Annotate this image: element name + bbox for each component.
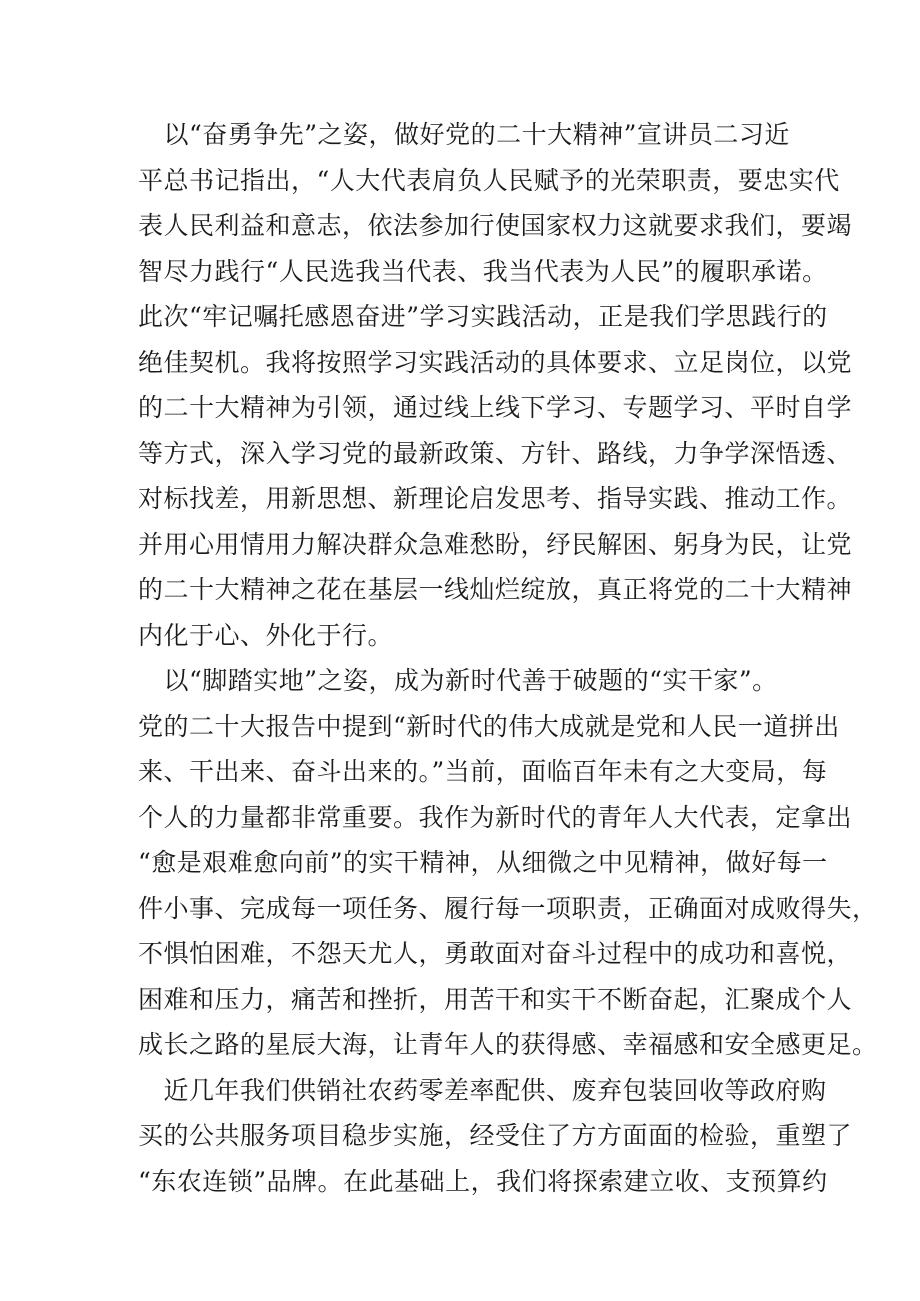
text-line: 并用心用情用力解决群众急难愁盼，纾民解困、躬身为民，让党 xyxy=(138,529,853,559)
text-line: 等方式，深入学习党的最新政策、方针、路线，力争学深悟透、 xyxy=(138,438,853,468)
text-line: 的二十大精神之花在基层一线灿烂绽放，真正将党的二十大精神 xyxy=(138,575,853,604)
text-line: 个人的力量都非常重要。我作为新时代的青年人大代表，定拿出 xyxy=(138,802,853,832)
text-line: “愈是艰难愈向前”的实干精神，从细微之中见精神，做好每一 xyxy=(138,848,828,877)
text-line: 智尽力践行“人民选我当代表、我当代表为人民”的履职承诺。 xyxy=(138,256,828,286)
text-line: “东农连锁”品牌。在此基础上，我们将探索建立收、支预算约 xyxy=(138,1166,828,1196)
text-line: 不惧怕困难，不怨天尤人，勇敢面对奋斗过程中的成功和喜悦， xyxy=(138,939,853,968)
text-line: 对标找差，用新思想、新理论启发思考、指导实践、推动工作。 xyxy=(138,484,853,513)
text-line: 以“奋勇争先”之姿，做好党的二十大精神”宣讲员二习近 xyxy=(138,120,790,149)
text-line: 表人民利益和意志，依法参加行使国家权力这就要求我们，要竭 xyxy=(138,211,853,240)
text-line: 来、干出来、奋斗出来的。”当前，面临百年未有之大变局，每 xyxy=(138,757,828,786)
text-line: 党的二十大报告中提到“新时代的伟大成就是党和人民一道拼出 xyxy=(138,711,840,741)
text-line: 成长之路的星辰大海，让青年人的获得感、幸福感和安全感更足。 xyxy=(138,1030,878,1059)
text-line: 的二十大精神为引领，通过线上线下学习、专题学习、平时自学 xyxy=(138,393,853,422)
text-line: 买的公共服务项目稳步实施，经受住了方方面面的检验，重塑了 xyxy=(138,1121,853,1150)
text-line: 内化于心、外化于行。 xyxy=(138,620,394,650)
text-line: 此次“牢记嘱托感恩奋进”学习实践活动，正是我们学思践行的 xyxy=(138,302,828,331)
document-body xyxy=(138,112,878,1204)
text-line: 近几年我们供销社农药零差率配供、废弃包装回收等政府购 xyxy=(138,1075,827,1105)
text-line: 绝佳契机。我将按照学习实践活动的具体要求、立足岗位，以党 xyxy=(138,347,853,377)
text-line: 件小事、完成每一项任务、履行每一项职责，正确面对成败得失， xyxy=(138,893,878,923)
text-line: 以“脚踏实地”之姿，成为新时代善于破题的“实干家”。 xyxy=(138,666,778,695)
text-line: 平总书记指出，“人大代表肩负人民赋予的光荣职责，要忠实代 xyxy=(138,165,840,195)
text-line: 困难和压力，痛苦和挫折，用苦干和实干不断奋起，汇聚成个人 xyxy=(138,984,853,1014)
